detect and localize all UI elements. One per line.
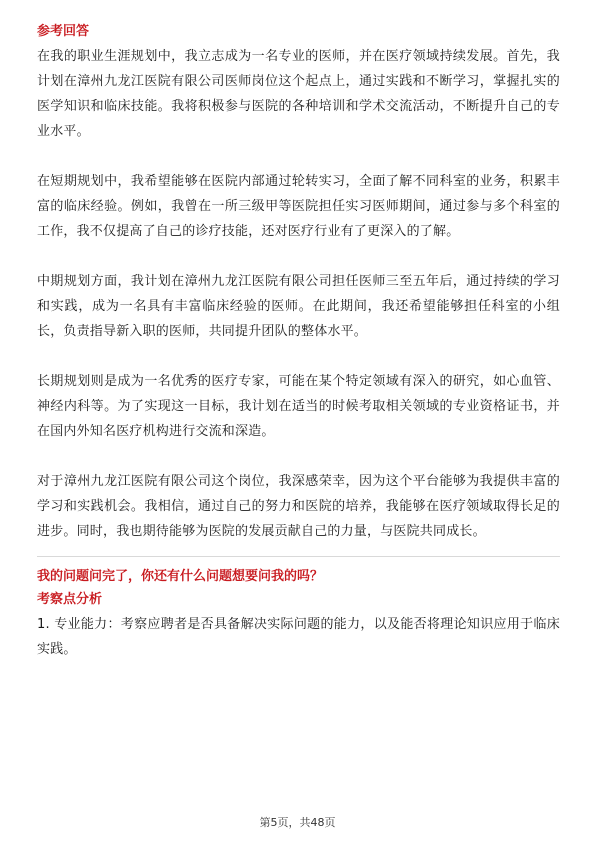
answer-paragraph-4: 长期规划则是成为一名优秀的医疗专家，可能在某个特定领域有深入的研究，如心血管、神经内科等。为了实现这一目标，我计划在适当的时候考取相关领域的专业资格证书，并在国内外知名医疗机构进行交流和深造。 bbox=[37, 374, 560, 439]
answer-paragraph-3: 中期规划方面，我计划在漳州九龙江医院有限公司担任医师三至五年后，通过持续的学习和实践，成为一名具有丰富临床经验的医师。在此期间，我还希望能够担任科室的小组长，负责指导新入职的医师，共同提升团队的整体水平。 bbox=[37, 274, 560, 339]
answer-paragraph-2: 在短期规划中，我希望能够在医院内部通过轮转实习，全面了解不同科室的业务，积累丰富的临床经验。例如，我曾在一所三级甲等医院担任实习医师期间，通过参与多个科室的工作，我不仅提高了自己的诊疗技能，还对医疗行业有了更深入的了解。 bbox=[37, 174, 560, 239]
interview-question: 我的问题问完了，你还有什么问题想要问我的吗？ bbox=[37, 569, 324, 584]
section-title: 参考回答 bbox=[37, 24, 90, 39]
answer-paragraph-5: 对于漳州九龙江医院有限公司这个岗位，我深感荣幸，因为这个平台能够为我提供丰富的学习和实践机会。我相信，通过自己的努力和医院的培养，我能够在医疗领域取得长足的进步。同时，我也期待能够为医院的发展贡献自己的力量，与医院共同成长。 bbox=[37, 474, 560, 539]
analysis-item-1: 1. 专业能力：考察应聘者是否具备解决实际问题的能力，以及能否将理论知识应用于临床实践。 bbox=[37, 617, 560, 657]
page-content bbox=[37, 22, 560, 662]
section-divider bbox=[37, 556, 560, 557]
answer-paragraph-1: 在我的职业生涯规划中，我立志成为一名专业的医师，并在医疗领域持续发展。首先，我计划在漳州九龙江医院有限公司医师岗位这个起点上，通过实践和不断学习，掌握扎实的医学知识和临床技能。我将积极参与医院的各种培训和学术交流活动，不断提升自己的专业水平。 bbox=[37, 49, 560, 139]
page-number: 第5页，共48页 bbox=[259, 816, 336, 829]
analysis-title: 考察点分析 bbox=[37, 592, 103, 607]
